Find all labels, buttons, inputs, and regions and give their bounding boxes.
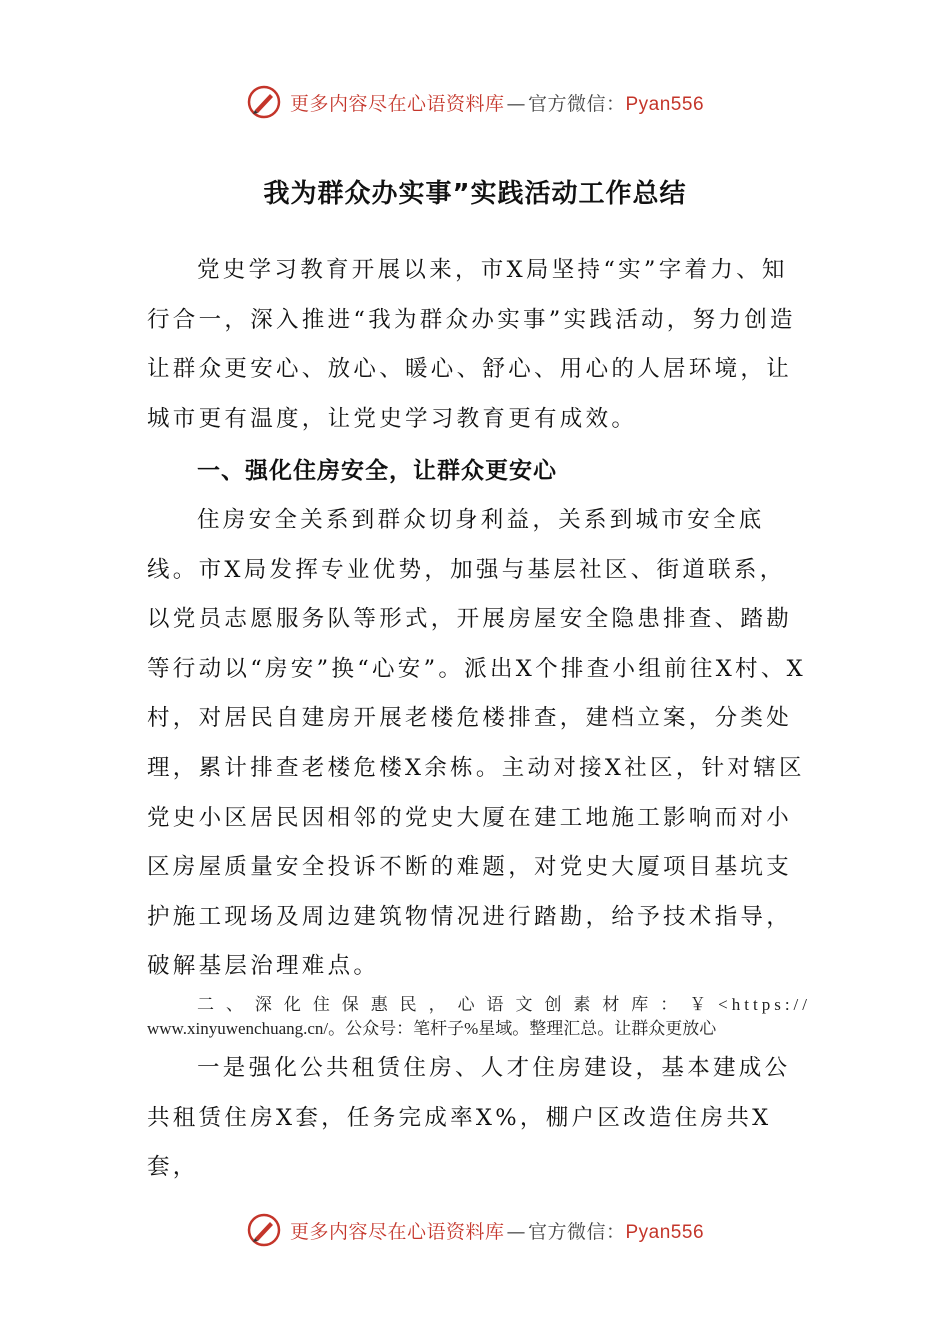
banner-text	[290, 89, 704, 116]
banner-wechat-id: Pyan556	[625, 1221, 705, 1243]
section2-heading-line2: www.xinyuwenchuang.cn/。公众号：笔杆子%星域。整理汇总。让群众更放心	[147, 1019, 717, 1038]
pen-logo-icon	[246, 1212, 282, 1248]
section2-text: 一是强化公共租赁住房、人才住房建设，基本建成公共租赁住房X套，任务完成率X%，棚户区改造住房共X套，	[147, 1055, 791, 1181]
banner-wechat-id: Pyan556	[625, 93, 705, 115]
section1-paragraph	[147, 496, 811, 992]
section2-heading-line1: 二、深化住保惠民，心语文创素材库：￥<https://	[197, 995, 811, 1014]
footer-banner	[0, 1210, 950, 1250]
section1-text: 住房安全关系到群众切身利益，关系到城市安全底线。市X局发挥专业优势，加强与基层社区、街道联系，以党员志愿服务队等形式，开展房屋安全隐患排查、踏勘等行动以“房安”换“心安”。派出X个排查小组前往X村、X村，对居民自建房开展老楼危楼排查，建档立案，分类处理，累计排查老楼危楼X余栋。主动对接X社区，针对辖区党史小区居民因相邻的党史大厦在建工地施工影响而对小区房屋质量安全投诉不断的难题，对党史大厦项目基坑支护施工现场及周边建筑物情况进行踏勘，给予技术指导，破解基层治理难点。	[147, 507, 806, 980]
banner-dash: —	[506, 1220, 526, 1243]
banner-official-label: 官方微信：	[527, 92, 626, 115]
pen-logo-icon	[246, 84, 282, 120]
document-title: 我为群众办实事”实践活动工作总结	[263, 179, 687, 209]
intro-paragraph	[147, 246, 811, 444]
section1-heading: 一、强化住房安全，让群众更安心	[197, 458, 557, 484]
banner-official-label: 官方微信：	[527, 1220, 626, 1243]
banner-main-text: 更多内容尽在心语资料库	[289, 1220, 505, 1243]
intro-text: 党史学习教育开展以来，市X局坚持“实”字着力、知行合一，深入推进“我为群众办实事”实践活动，努力创造让群众更安心、放心、暖心、舒心、用心的人居环境，让城市更有温度，让党史学习教育更有成效。	[147, 257, 796, 432]
section2-paragraph	[147, 1044, 811, 1193]
banner-dash: —	[506, 92, 526, 115]
banner-text	[290, 1217, 704, 1244]
banner-main-text: 更多内容尽在心语资料库	[289, 92, 505, 115]
header-banner	[0, 82, 950, 122]
